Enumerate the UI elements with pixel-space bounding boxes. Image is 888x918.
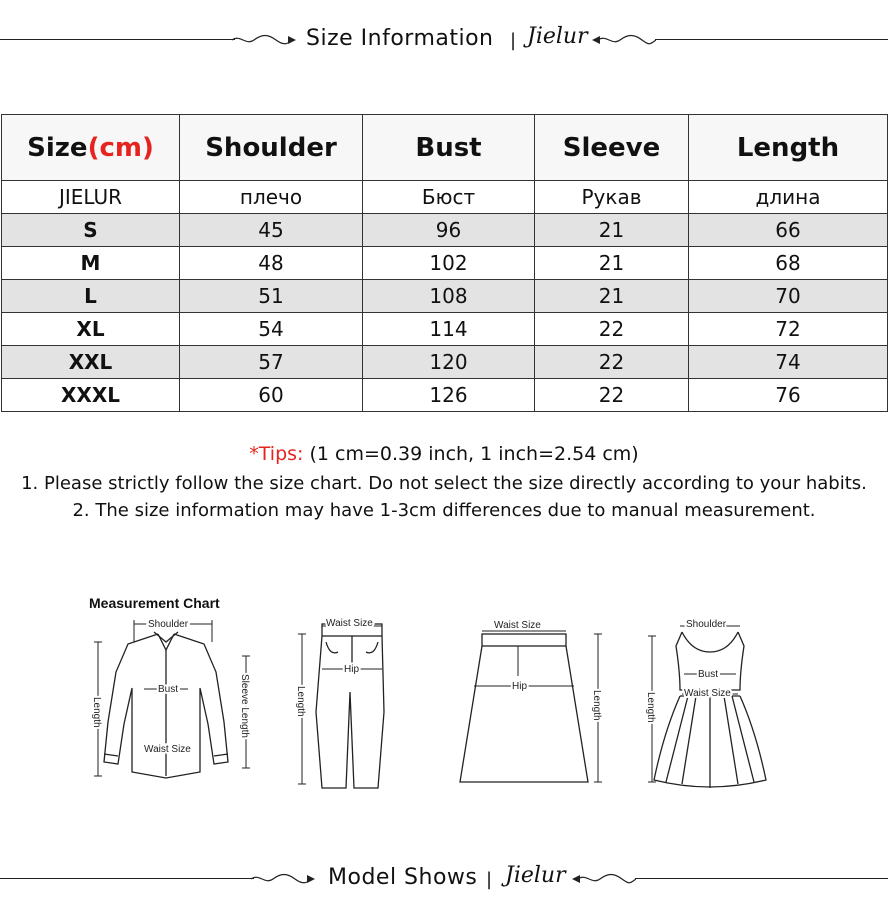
- table-cell: 60: [180, 379, 363, 412]
- column-header-length: Length: [689, 115, 888, 181]
- table-subheader-row: [2, 181, 888, 214]
- size-header-unit: (cm): [87, 132, 154, 163]
- subheader-cell: длина: [689, 181, 888, 214]
- table-row: [2, 247, 888, 280]
- subheader-cell: JIELUR: [2, 181, 180, 214]
- table-cell: 22: [535, 313, 689, 346]
- shirt-length-label: Length: [91, 697, 102, 728]
- table-cell: 102: [363, 247, 535, 280]
- header-brand: Jielur: [527, 24, 588, 49]
- skirt-length-label: Length: [591, 690, 602, 721]
- shirt-shoulder-label: Shoulder: [148, 619, 189, 630]
- tips-rule-1: 1. Please strictly follow the size chart. Do not select the size directly according to your habits.: [21, 473, 867, 494]
- shirt-diagram: [88, 612, 264, 792]
- table-header-row: [2, 115, 888, 181]
- dress-diagram: [640, 612, 776, 792]
- table-cell: 120: [363, 346, 535, 379]
- dress-length-label: Length: [645, 692, 656, 723]
- table-cell: 21: [535, 214, 689, 247]
- shirt-sleeve-label: Sleeve Length: [239, 674, 250, 738]
- dress-bust-label: Bust: [698, 669, 719, 680]
- table-cell: 66: [689, 214, 888, 247]
- footer-flourish-right: [570, 871, 636, 887]
- size-cell: XL: [2, 313, 180, 346]
- table-row: [2, 313, 888, 346]
- table-row: [2, 346, 888, 379]
- size-header-label: Size: [27, 132, 88, 163]
- table-cell: 68: [689, 247, 888, 280]
- header-banner: [0, 20, 888, 60]
- pants-hip-label: Hip: [344, 664, 360, 675]
- table-cell: 48: [180, 247, 363, 280]
- tips-label: *Tips:: [249, 443, 304, 465]
- table-cell: 51: [180, 280, 363, 313]
- table-cell: 74: [689, 346, 888, 379]
- table-cell: 126: [363, 379, 535, 412]
- table-row: [2, 280, 888, 313]
- header-flourish-right: [590, 32, 656, 48]
- pants-length-label: Length: [295, 686, 306, 717]
- column-header-size: [2, 115, 180, 181]
- header-line-right: [655, 39, 888, 40]
- skirt-hip-label: Hip: [512, 681, 528, 692]
- dress-shoulder-label: Shoulder: [686, 619, 727, 630]
- size-cell: XXL: [2, 346, 180, 379]
- size-cell: L: [2, 280, 180, 313]
- tips-rule-2: 2. The size information may have 1-3cm differences due to manual measurement.: [72, 500, 816, 521]
- table-cell: 21: [535, 280, 689, 313]
- table-row: [2, 379, 888, 412]
- table-cell: 45: [180, 214, 363, 247]
- footer-banner: [0, 859, 888, 899]
- pants-diagram: [288, 612, 398, 792]
- table-cell: 72: [689, 313, 888, 346]
- column-header-sleeve: Sleeve: [535, 115, 689, 181]
- table-cell: 70: [689, 280, 888, 313]
- size-cell: XXXL: [2, 379, 180, 412]
- dress-waist-label: Waist Size: [684, 688, 731, 699]
- subheader-cell: Рукав: [535, 181, 689, 214]
- header-line-left: [0, 39, 235, 40]
- footer-line-left: [0, 878, 254, 879]
- size-table: [1, 114, 888, 412]
- table-cell: 114: [363, 313, 535, 346]
- footer-brand: Jielur: [505, 863, 566, 888]
- column-header-shoulder: Shoulder: [180, 115, 363, 181]
- table-cell: 21: [535, 247, 689, 280]
- footer-flourish-left: [251, 871, 317, 887]
- footer-title: Model Shows: [328, 865, 478, 890]
- shirt-bust-label: Bust: [158, 684, 179, 695]
- skirt-waist-label: Waist Size: [494, 620, 541, 631]
- table-cell: 54: [180, 313, 363, 346]
- column-header-bust: Bust: [363, 115, 535, 181]
- subheader-cell: плечо: [180, 181, 363, 214]
- size-cell: S: [2, 214, 180, 247]
- table-cell: 22: [535, 346, 689, 379]
- header-title: Size Information: [306, 26, 494, 51]
- size-cell: M: [2, 247, 180, 280]
- header-separator: |: [510, 30, 517, 51]
- measurement-chart-title: Measurement Chart: [89, 595, 220, 611]
- subheader-cell: Бюст: [363, 181, 535, 214]
- pants-waist-label: Waist Size: [326, 618, 373, 629]
- table-cell: 22: [535, 379, 689, 412]
- tips-line: [0, 443, 888, 465]
- table-cell: 76: [689, 379, 888, 412]
- tips-conversion: (1 cm=0.39 inch, 1 inch=2.54 cm): [303, 443, 639, 465]
- skirt-diagram: [452, 612, 612, 792]
- footer-separator: |: [486, 869, 493, 890]
- footer-line-right: [635, 878, 888, 879]
- table-cell: 96: [363, 214, 535, 247]
- header-flourish-left: [232, 32, 298, 48]
- shirt-waist-label: Waist Size: [144, 744, 191, 755]
- table-cell: 108: [363, 280, 535, 313]
- table-cell: 57: [180, 346, 363, 379]
- table-row: [2, 214, 888, 247]
